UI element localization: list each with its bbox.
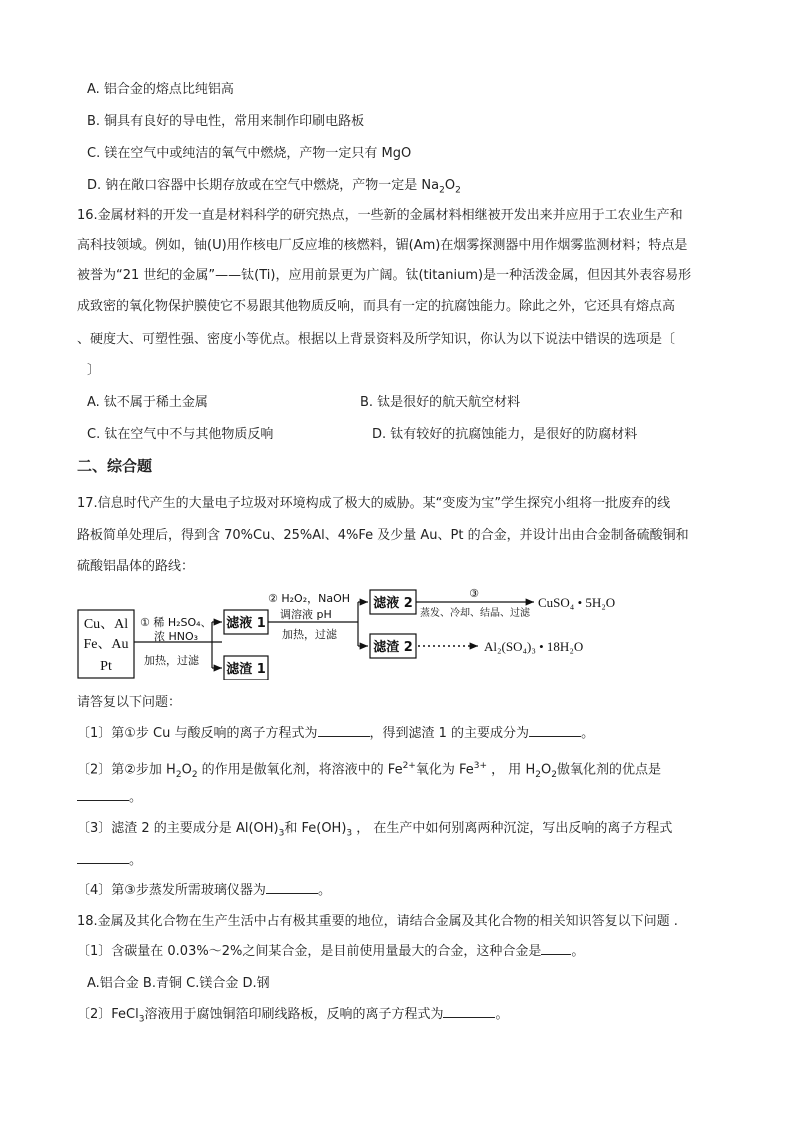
q18-sub-1: 〔1〕含碳量在 0.03%～2%之间某合金，是目前使用量最大的合金，这种合金是 。 <box>77 944 585 959</box>
q17-sub-1: 〔1〕第①步 Cu 与酸反响的离子方程式为 ，得到滤渣 1 的主要成分为 。 <box>77 726 595 741</box>
step3-label-b: 蒸发、冷却、结晶、过滤 <box>420 608 530 619</box>
step2-label-b: 调溶液 pH <box>280 608 332 621</box>
q15-option-c: C. 镁在空气中或纯洁的氧气中燃烧，产物一定只有 MgO <box>87 146 412 161</box>
answer-blank[interactable] <box>443 1005 495 1018</box>
alloy-line-1: Cu、Al <box>83 617 129 632</box>
q16-line-3: 被誉为“21 世纪的金属”——钛(Ti)，应用前景更为广阔。钛(titanium)是一种活泼金属，但因其外表容易形 <box>77 268 692 283</box>
product-al2so43: Al₂(SO₄)₃ • 18H₂O <box>484 639 584 654</box>
q15-option-d: D. 钠在敞口容器中长期存放或在空气中燃烧，产物一定是 $Na_2O_2$ <box>87 178 461 196</box>
q18-sub-2: 〔2〕FeCl$_3$溶液用于腐蚀铜箔印刷线路板，反响的离子方程式为 。 <box>77 1007 509 1025</box>
filtrate2-label: 滤液 2 <box>373 596 413 611</box>
q17-sub-2: 〔2〕第②步加 $H_2O_2$ 的作用是傲氧化剂，将溶液中的 $Fe^{2+}$氧化为 $Fe^{3+}$ ， 用 $H_2O_2$傲氧化剂的优点是 <box>77 761 661 780</box>
product-cuso4: CuSO₄ • 5H₂O <box>538 595 616 610</box>
step2-label: ② H₂O₂，NaOH <box>268 592 351 605</box>
step1-label-b: 浓 HNO₃ <box>154 630 199 643</box>
residue1-label: 滤渣 1 <box>226 662 266 677</box>
q17-line-2: 路板简单处理后，得到含 70%Cu、25%Al、4%Fe 及少量 Au、Pt 的合金，并设计出由合金制备硫酸铜和 <box>77 528 689 543</box>
answer-blank[interactable] <box>318 724 370 737</box>
answer-blank[interactable] <box>77 788 129 801</box>
q17-sub-3-answer: 。 <box>77 851 142 871</box>
answer-blank[interactable] <box>529 724 581 737</box>
q16-line-2: 高科技领域。例如，铀(U)用作核电厂反应堆的核燃料，镅(Am)在烟雾探测器中用作烟雾监测材料；特点是 <box>77 238 688 253</box>
q18-options: A.铝合金 B.青铜 C.镁合金 D.钢 <box>87 976 270 991</box>
q15-option-b: B. 铜具有良好的导电性，常用来制作印刷电路板 <box>87 114 365 129</box>
filtrate1-label: 滤液 1 <box>226 616 266 631</box>
step1-label: ① 稀 H₂SO₄、 <box>140 616 212 629</box>
q16-option-b: B. 钛是很好的航天航空材料 <box>360 395 521 410</box>
q17-sub-2-answer: 。 <box>77 788 142 808</box>
q17-sub-4: 〔4〕第③步蒸发所需玻璃仪器为 。 <box>77 883 331 898</box>
q17-line-1: 17.信息时代产生的大量电子垃圾对环境构成了极大的威胁。某“变废为宝”学生探究小组将一批废弃的线 <box>77 496 671 511</box>
q16-option-a: A. 钛不属于稀土金属 <box>87 395 208 410</box>
step1-label-c: 加热，过滤 <box>144 654 199 667</box>
answer-blank[interactable] <box>266 881 318 894</box>
q16-line-5: 、硬度大、可塑性强、密度小等优点。根据以上背景资料及所学知识，你认为以下说法中错误的选项是〔 <box>77 332 676 347</box>
q17-sub-3: 〔3〕滤渣 2 的主要成分是 $Al(OH)_3$和 $Fe(OH)_3$ ， 在生产中如何别离两种沉淀，写出反响的离子方程式 <box>77 821 673 839</box>
step3-label: ③ <box>469 587 479 600</box>
q16-line-4: 成致密的氧化物保护膜使它不易跟其他物质反响，而具有一定的抗腐蚀能力。除此之外，它还具有熔点高 <box>77 299 676 314</box>
process-flow-diagram <box>76 586 636 680</box>
q17-prompt: 请答复以下问题： <box>77 695 182 710</box>
q16-line-1: 16.金属材料的开发一直是材料科学的研究热点，一些新的金属材料相继被开发出来并应用于工农业生产和 <box>77 208 683 223</box>
q15-option-a: A. 铝合金的熔点比纯铝高 <box>87 82 234 97</box>
q18-line-1: 18.金属及其化合物在生产生活中占有极其重要的地位，请结合金属及其化合物的相关知识答复以下问题 . <box>77 914 678 929</box>
q16-line-6: 〕 <box>87 363 101 378</box>
residue2-label: 滤渣 2 <box>373 640 413 655</box>
answer-blank[interactable] <box>541 942 571 955</box>
q17-line-3: 硫酸铝晶体的路线： <box>77 559 195 574</box>
answer-blank[interactable] <box>77 851 129 864</box>
alloy-line-2: Fe、Au <box>83 637 129 652</box>
alloy-line-3: Pt <box>100 659 112 674</box>
section-heading: 二、综合题 <box>77 457 153 475</box>
step2-label-c: 加热，过滤 <box>282 628 337 641</box>
q16-option-d: D. 钛有较好的抗腐蚀能力，是很好的防腐材料 <box>372 427 638 442</box>
q16-option-c: C. 钛在空气中不与其他物质反响 <box>87 427 274 442</box>
